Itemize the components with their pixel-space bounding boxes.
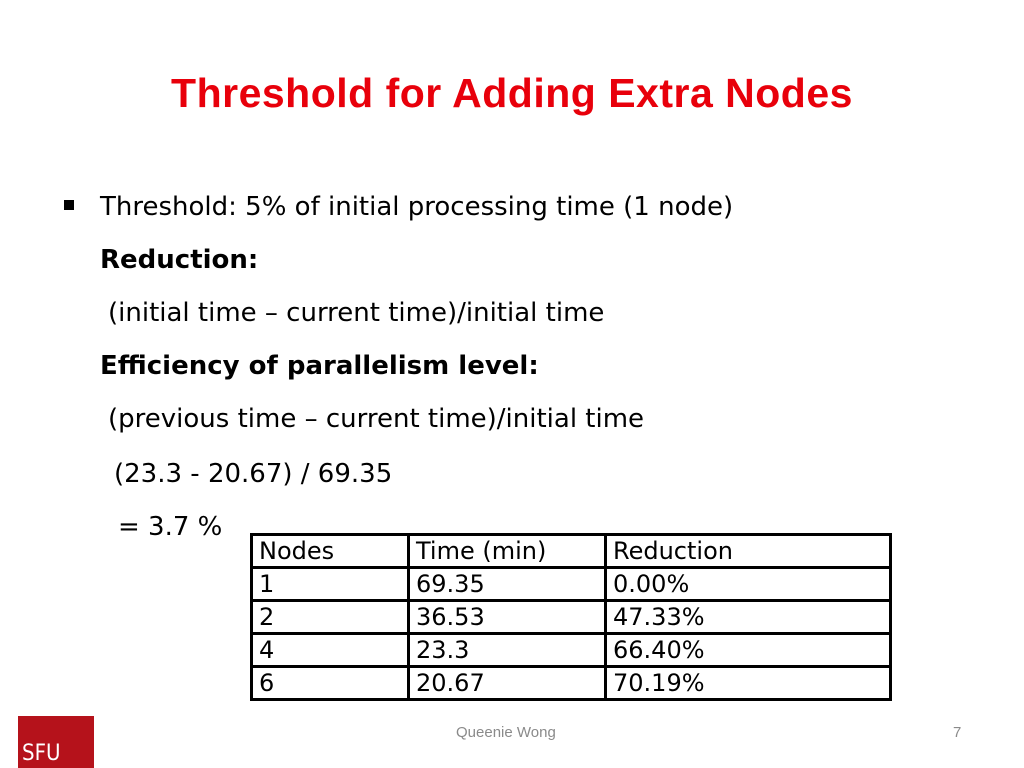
cell-reduction: 66.40%	[606, 634, 891, 667]
page-number: 7	[953, 724, 962, 741]
cell-time: 20.67	[409, 667, 606, 700]
cell-nodes: 6	[252, 667, 409, 700]
efficiency-heading: Efficiency of parallelism level:	[100, 351, 539, 381]
efficiency-formula: (previous time – current time)/initial time	[108, 404, 645, 434]
threshold-line: Threshold: 5% of initial processing time (1 node)	[100, 192, 734, 222]
cell-nodes: 4	[252, 634, 409, 667]
sfu-logo	[18, 716, 94, 768]
reduction-formula: (initial time – current time)/initial time	[108, 298, 605, 328]
cell-reduction: 70.19%	[606, 667, 891, 700]
cell-nodes: 2	[252, 601, 409, 634]
reduction-heading: Reduction:	[100, 245, 259, 275]
bullet-square-icon	[64, 200, 74, 210]
calc-expression: (23.3 - 20.67) / 69.35	[114, 459, 393, 489]
footer-author: Queenie Wong	[456, 724, 556, 741]
nodes-time-table	[250, 533, 892, 701]
cell-time: 69.35	[409, 568, 606, 601]
cell-nodes: 1	[252, 568, 409, 601]
table-row	[252, 601, 891, 634]
header-time: Time (min)	[409, 535, 606, 568]
table-row	[252, 667, 891, 700]
table-row	[252, 568, 891, 601]
calc-result: = 3.7 %	[118, 512, 223, 542]
cell-time: 36.53	[409, 601, 606, 634]
logo-text: SFU	[22, 741, 61, 766]
slide-title: Threshold for Adding Extra Nodes	[171, 70, 853, 116]
cell-reduction: 0.00%	[606, 568, 891, 601]
table-row	[252, 634, 891, 667]
header-nodes: Nodes	[252, 535, 409, 568]
cell-reduction: 47.33%	[606, 601, 891, 634]
header-reduction: Reduction	[606, 535, 891, 568]
table-header-row	[252, 535, 891, 568]
cell-time: 23.3	[409, 634, 606, 667]
